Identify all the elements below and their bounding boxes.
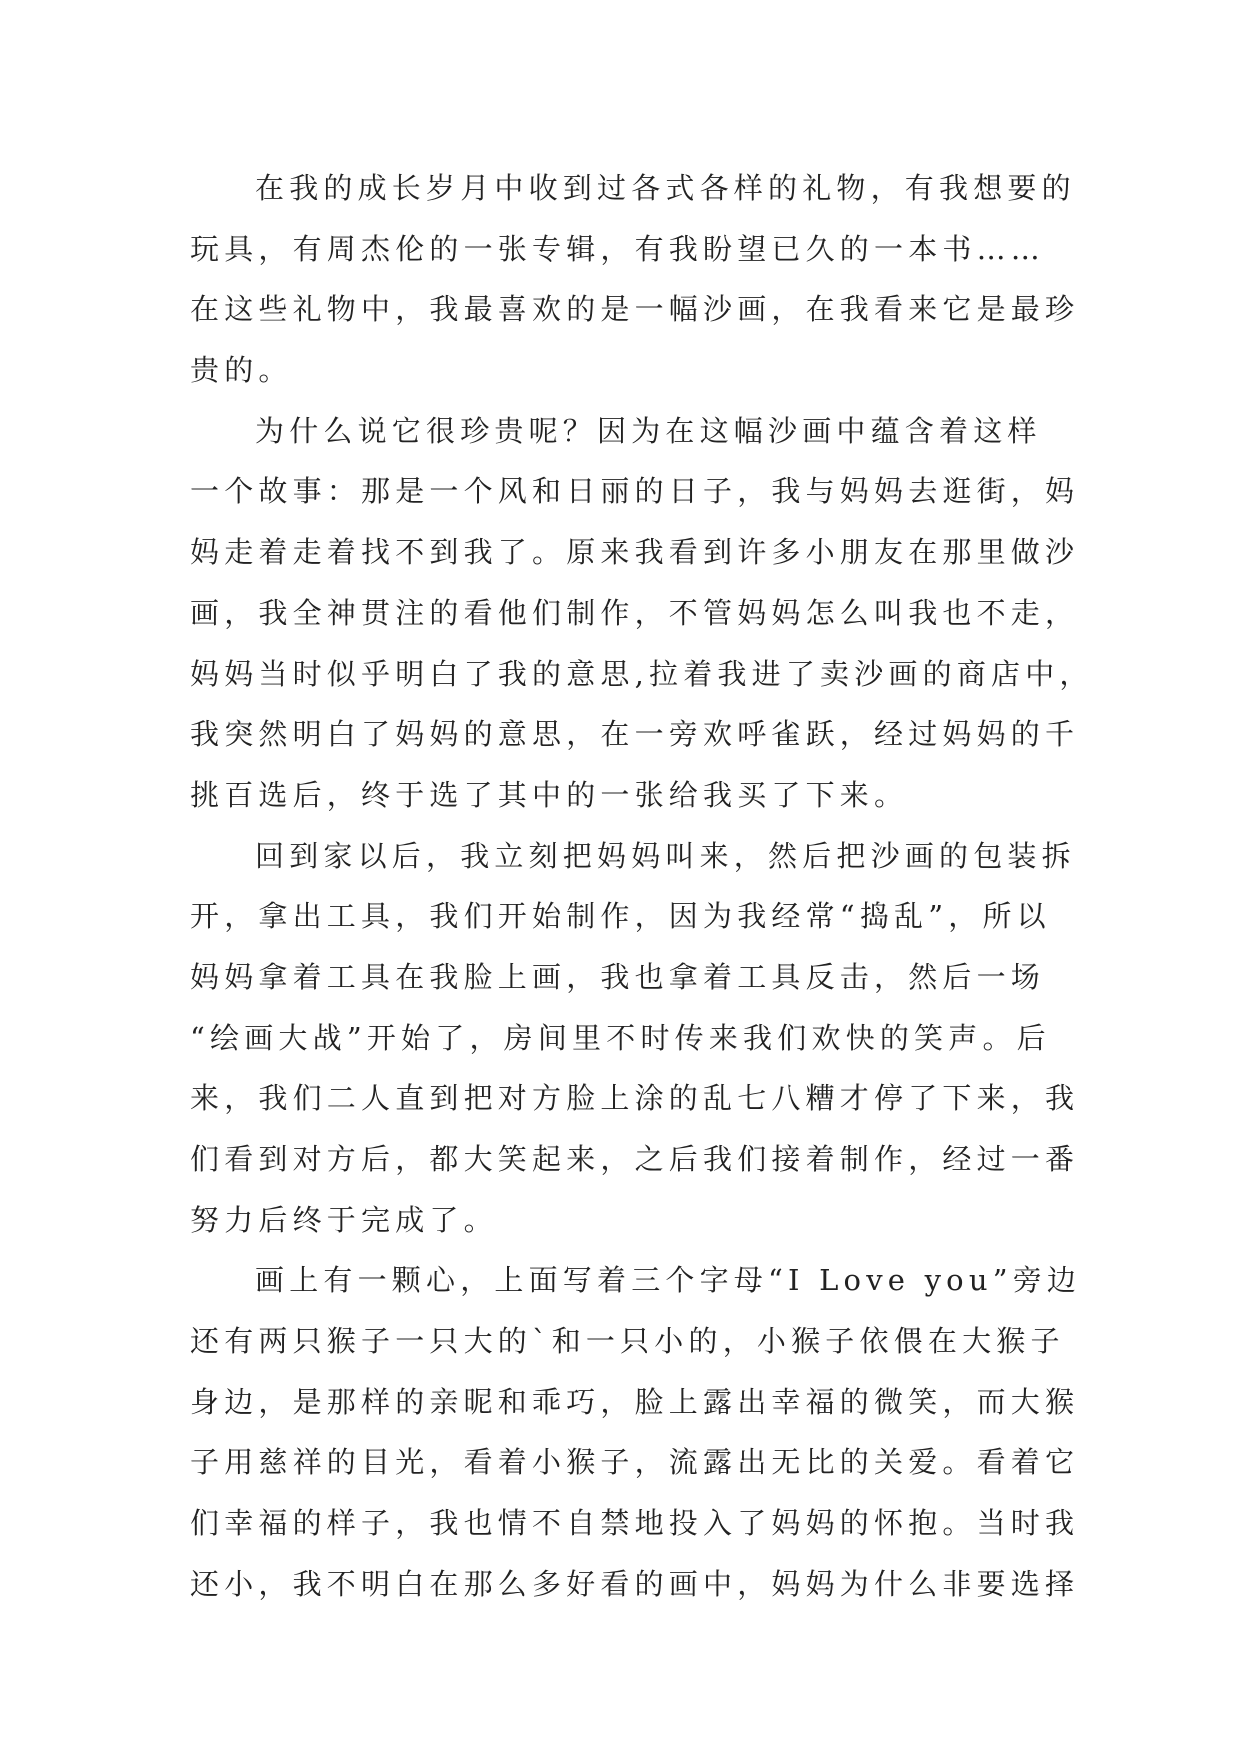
text-line: 回到家以后，我立刻把妈妈叫来，然后把沙画的包装拆 [255, 838, 1076, 873]
text-line: 在我的成长岁月中收到过各式各样的礼物，有我想要的 [255, 171, 1076, 205]
text-line: 子用慈祥的目光，看着小猴子，流露出无比的关爱。看着它 [190, 1445, 1080, 1480]
text-line: 画上有一颗心，上面写着三个字母“I Love you”旁边 [255, 1263, 1082, 1298]
paragraph-2 [190, 401, 1094, 826]
text-line: 们幸福的样子，我也情不自禁地投入了妈妈的怀抱。当时我 [190, 1506, 1080, 1541]
text-line: 妈走着走着找不到我了。原来我看到许多小朋友在那里做沙 [190, 535, 1080, 570]
text-line: 开，拿出工具，我们开始制作，因为我经常“捣乱”，所以 [190, 899, 1051, 934]
text-line: 身边，是那样的亲昵和乖巧，脸上露出幸福的微笑，而大猴 [190, 1384, 1080, 1419]
text-line: 为什么说它很珍贵呢？因为在这幅沙画中蕴含着这样 [255, 413, 1042, 448]
text-line: 妈妈当时似乎明白了我的意思,拉着我进了卖沙画的商店中， [190, 656, 1094, 691]
text-line: 来，我们二人直到把对方脸上涂的乱七八糟才停了下来，我 [190, 1081, 1080, 1116]
text-line: 我突然明白了妈妈的意思，在一旁欢呼雀跃，经过妈妈的千 [190, 717, 1080, 752]
text-line: “绘画大战”开始了，房间里不时传来我们欢快的笑声。后 [190, 1020, 1051, 1055]
text-line: 妈妈拿着工具在我脸上画，我也拿着工具反击，然后一场 [190, 959, 1046, 994]
paragraph-1 [190, 158, 1080, 401]
text-line: 画，我全神贯注的看他们制作，不管妈妈怎么叫我也不走， [190, 595, 1080, 630]
paragraph-4 [190, 1250, 1082, 1614]
body-text [190, 158, 1094, 1615]
text-line: 挑百选后，终于选了其中的一张给我买了下来。 [190, 777, 909, 812]
text-line: 努力后终于完成了。 [190, 1202, 498, 1237]
text-line: 贵的。 [190, 353, 293, 388]
text-line: 还小，我不明白在那么多好看的画中，妈妈为什么非要选择 [190, 1566, 1080, 1601]
text-line: 在这些礼物中，我最喜欢的是一幅沙画，在我看来它是最珍 [190, 292, 1080, 327]
text-line: 一个故事：那是一个风和日丽的日子，我与妈妈去逛街，妈 [190, 474, 1080, 509]
paragraph-3 [190, 826, 1080, 1251]
text-line: 们看到对方后，都大笑起来，之后我们接着制作，经过一番 [190, 1142, 1080, 1176]
text-line: 玩具，有周杰伦的一张专辑，有我盼望已久的一本书…… [190, 231, 1046, 266]
text-line: 还有两只猴子一只大的`和一只小的，小猴子依偎在大猴子 [190, 1324, 1065, 1359]
